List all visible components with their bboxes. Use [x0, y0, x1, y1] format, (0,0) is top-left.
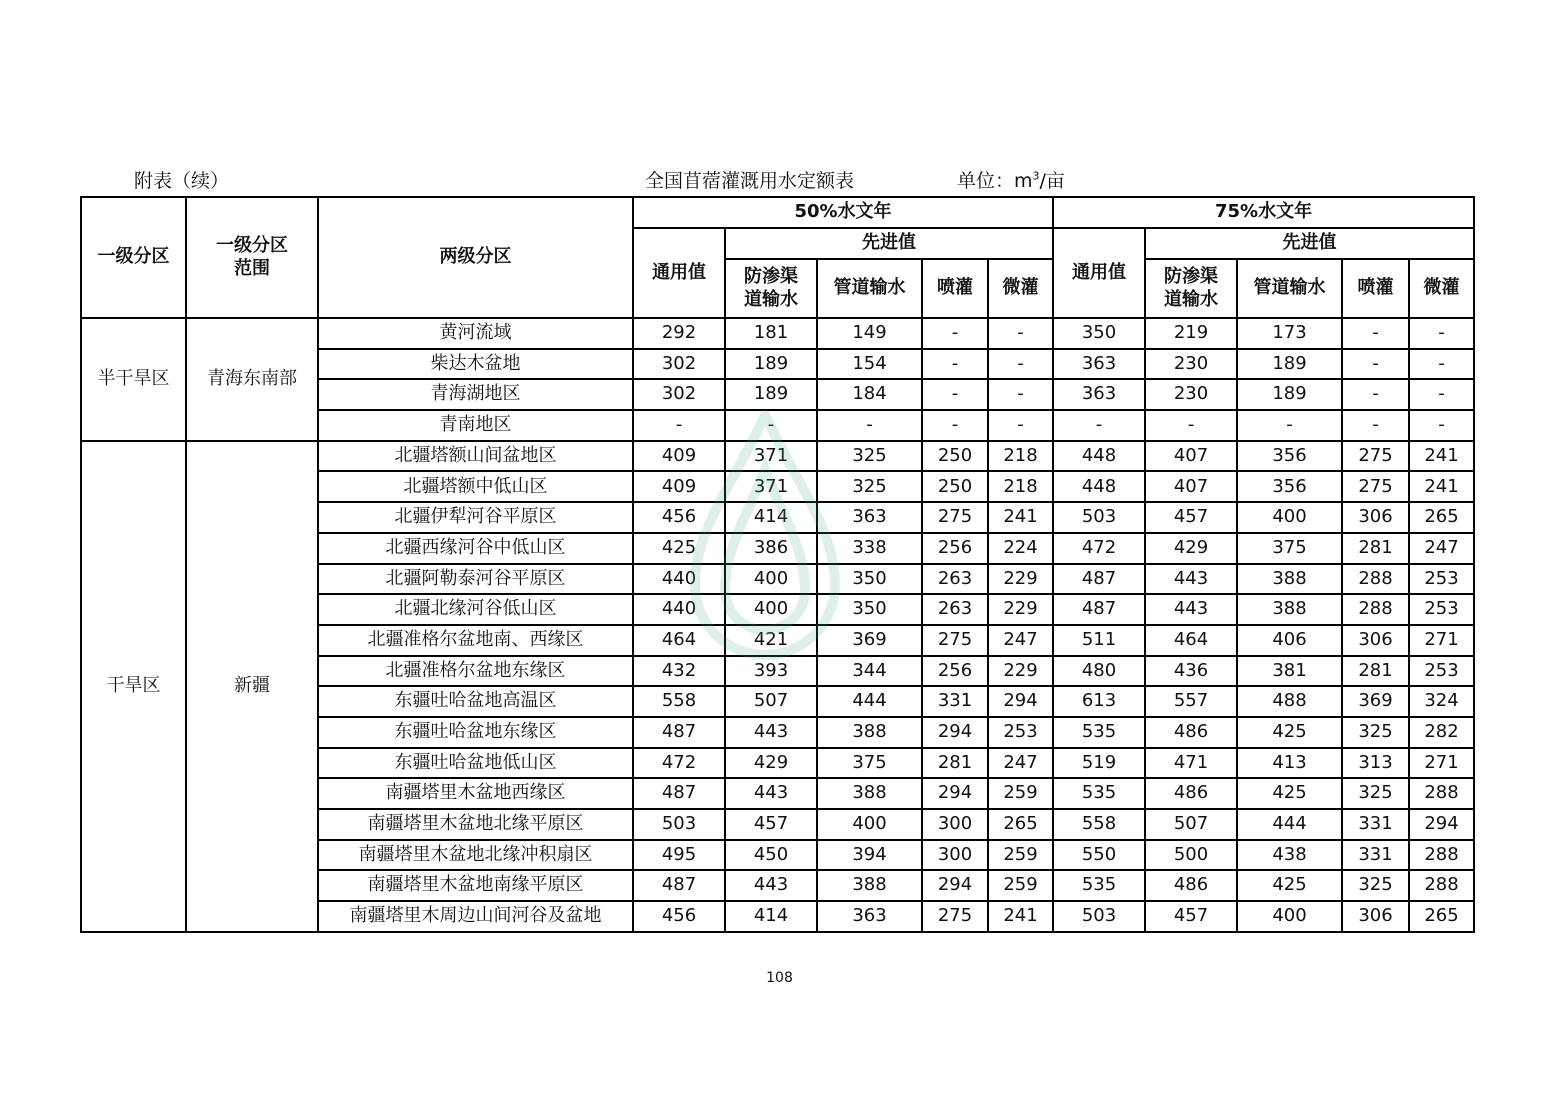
table-row	[81, 441, 1474, 472]
cell-value: 230	[1145, 379, 1237, 410]
table-body	[81, 318, 1474, 932]
cell-value: 440	[633, 594, 725, 625]
header-level2-zone: 两级分区	[318, 197, 633, 318]
cell-value: 256	[922, 656, 988, 687]
cell-value: 219	[1145, 318, 1237, 349]
cell-value: 444	[817, 686, 922, 717]
header-seepage-line1: 防渗渠	[744, 266, 798, 287]
cell-value: 218	[988, 471, 1053, 502]
cell-value: 294	[922, 870, 988, 901]
cell-value: 363	[1053, 379, 1145, 410]
cell-value: 388	[1237, 564, 1342, 595]
cell-value: 363	[817, 901, 922, 932]
cell-value: 456	[633, 502, 725, 533]
cell-value: 265	[1409, 502, 1474, 533]
cell-value: 271	[1409, 625, 1474, 656]
cell-value: 288	[1409, 840, 1474, 871]
cell-value: 535	[1053, 717, 1145, 748]
cell-value: 288	[1409, 778, 1474, 809]
cell-value: 294	[922, 778, 988, 809]
cell-value: 519	[1053, 748, 1145, 779]
cell-value: 375	[1237, 533, 1342, 564]
cell-value: 535	[1053, 778, 1145, 809]
cell-value: -	[1145, 410, 1237, 441]
cell-value: 189	[725, 379, 817, 410]
cell-value: 407	[1145, 441, 1237, 472]
cell-value: 173	[1237, 318, 1342, 349]
cell-value: 350	[817, 594, 922, 625]
cell-value: -	[1053, 410, 1145, 441]
cell-level2-zone: 北疆准格尔盆地东缘区	[318, 656, 633, 687]
cell-level1-zone: 干旱区	[81, 441, 186, 932]
cell-value: 495	[633, 840, 725, 871]
cell-value: 450	[725, 840, 817, 871]
header-year-75: 75%水文年	[1053, 197, 1474, 228]
cell-value: 503	[1053, 901, 1145, 932]
cell-value: 181	[725, 318, 817, 349]
cell-value: 275	[922, 625, 988, 656]
cell-value: 457	[725, 809, 817, 840]
cell-value: 259	[988, 778, 1053, 809]
cell-value: 393	[725, 656, 817, 687]
cell-value: 224	[988, 533, 1053, 564]
cell-value: 407	[1145, 471, 1237, 502]
cell-value: 325	[817, 441, 922, 472]
cell-value: 488	[1237, 686, 1342, 717]
cell-value: 394	[817, 840, 922, 871]
header-micro-50: 微灌	[988, 259, 1053, 318]
cell-level2-zone: 青海湖地区	[318, 379, 633, 410]
cell-value: 288	[1409, 870, 1474, 901]
cell-value: -	[633, 410, 725, 441]
cell-value: -	[1342, 410, 1409, 441]
cell-level2-zone: 柴达木盆地	[318, 349, 633, 380]
cell-value: 325	[1342, 778, 1409, 809]
cell-value: 487	[633, 717, 725, 748]
cell-value: 356	[1237, 441, 1342, 472]
cell-value: 288	[1342, 594, 1409, 625]
cell-level2-zone: 东疆吐哈盆地低山区	[318, 748, 633, 779]
cell-value: 281	[1342, 533, 1409, 564]
cell-value: 275	[922, 901, 988, 932]
cell-level2-zone: 北疆北缘河谷低山区	[318, 594, 633, 625]
cell-value: 557	[1145, 686, 1237, 717]
cell-level2-zone: 南疆塔里木盆地西缘区	[318, 778, 633, 809]
cell-value: 443	[725, 778, 817, 809]
cell-value: 250	[922, 441, 988, 472]
cell-value: 613	[1053, 686, 1145, 717]
cell-value: 558	[1053, 809, 1145, 840]
cell-value: 271	[1409, 748, 1474, 779]
cell-value: -	[1342, 379, 1409, 410]
cell-level2-zone: 东疆吐哈盆地东缘区	[318, 717, 633, 748]
cell-level1-range: 青海东南部	[186, 318, 318, 441]
cell-value: 400	[1237, 901, 1342, 932]
cell-value: 189	[1237, 379, 1342, 410]
cell-value: 471	[1145, 748, 1237, 779]
header-seepage-line2: 道输水	[1164, 288, 1219, 310]
cell-value: -	[1342, 349, 1409, 380]
cell-value: 263	[922, 564, 988, 595]
cell-value: 388	[817, 717, 922, 748]
cell-value: 247	[988, 748, 1053, 779]
table-row	[81, 318, 1474, 349]
cell-value: 443	[725, 717, 817, 748]
cell-value: 241	[1409, 471, 1474, 502]
cell-value: -	[922, 318, 988, 349]
cell-level2-zone: 北疆阿勒泰河谷平原区	[318, 564, 633, 595]
cell-value: 443	[1145, 594, 1237, 625]
cell-value: 443	[1145, 564, 1237, 595]
cell-value: 400	[725, 594, 817, 625]
header-pipe-50: 管道输水	[817, 259, 922, 318]
cell-value: 275	[922, 502, 988, 533]
cell-value: -	[1409, 410, 1474, 441]
cell-value: 500	[1145, 840, 1237, 871]
cell-value: 400	[725, 564, 817, 595]
cell-value: 371	[725, 441, 817, 472]
cell-value: 369	[1342, 686, 1409, 717]
cell-value: 253	[988, 717, 1053, 748]
cell-value: -	[988, 349, 1053, 380]
cell-value: 247	[1409, 533, 1474, 564]
cell-value: 443	[725, 870, 817, 901]
cell-level1-range: 新疆	[186, 441, 318, 932]
cell-value: 294	[988, 686, 1053, 717]
header-level1-zone: 一级分区	[81, 197, 186, 318]
header-advanced-75: 先进值	[1145, 228, 1474, 259]
cell-value: 256	[922, 533, 988, 564]
table-title: 全国苜蓿灌溉用水定额表	[645, 170, 855, 192]
cell-value: -	[725, 410, 817, 441]
cell-value: 338	[817, 533, 922, 564]
cell-value: 344	[817, 656, 922, 687]
header-pipe-75: 管道输水	[1237, 259, 1342, 318]
cell-value: 218	[988, 441, 1053, 472]
cell-value: 325	[817, 471, 922, 502]
cell-value: 363	[817, 502, 922, 533]
cell-value: 464	[1145, 625, 1237, 656]
cell-value: 487	[633, 778, 725, 809]
cell-value: 300	[922, 840, 988, 871]
cell-value: 414	[725, 901, 817, 932]
cell-value: 229	[988, 564, 1053, 595]
cell-level2-zone: 南疆塔里木盆地北缘平原区	[318, 809, 633, 840]
cell-value: 436	[1145, 656, 1237, 687]
cell-value: 444	[1237, 809, 1342, 840]
cell-value: 259	[988, 840, 1053, 871]
cell-value: 350	[817, 564, 922, 595]
cell-value: 259	[988, 870, 1053, 901]
cell-value: 507	[1145, 809, 1237, 840]
cell-level2-zone: 南疆塔里木盆地南缘平原区	[318, 870, 633, 901]
cell-value: 189	[1237, 349, 1342, 380]
header-general-50: 通用值	[633, 228, 725, 318]
cell-level2-zone: 北疆伊犁河谷平原区	[318, 502, 633, 533]
cell-value: -	[1237, 410, 1342, 441]
cell-value: -	[1409, 318, 1474, 349]
cell-value: 388	[1237, 594, 1342, 625]
unit-label	[957, 166, 1065, 193]
cell-value: 265	[1409, 901, 1474, 932]
cell-value: 184	[817, 379, 922, 410]
cell-value: -	[988, 410, 1053, 441]
cell-level2-zone: 北疆塔额山间盆地区	[318, 441, 633, 472]
unit-superscript: 3	[1032, 169, 1040, 183]
cell-value: 535	[1053, 870, 1145, 901]
header-seepage-line2: 道输水	[744, 288, 798, 310]
header-advanced-50: 先进值	[725, 228, 1053, 259]
cell-value: 425	[633, 533, 725, 564]
cell-value: 414	[725, 502, 817, 533]
cell-value: -	[988, 379, 1053, 410]
cell-value: 189	[725, 349, 817, 380]
cell-level1-zone: 半干旱区	[81, 318, 186, 441]
cell-value: 306	[1342, 901, 1409, 932]
cell-value: 250	[922, 471, 988, 502]
cell-value: 480	[1053, 656, 1145, 687]
cell-value: 302	[633, 349, 725, 380]
cell-value: 371	[725, 471, 817, 502]
cell-value: 388	[817, 778, 922, 809]
header-seepage-line1: 防渗渠	[1164, 266, 1219, 287]
cell-value: 241	[1409, 441, 1474, 472]
header-sprinkler-75: 喷灌	[1342, 259, 1409, 318]
cell-value: 487	[1053, 564, 1145, 595]
cell-value: 413	[1237, 748, 1342, 779]
cell-value: 294	[1409, 809, 1474, 840]
cell-value: 325	[1342, 717, 1409, 748]
cell-value: 388	[817, 870, 922, 901]
cell-value: 558	[633, 686, 725, 717]
cell-value: 409	[633, 471, 725, 502]
header-level1-range-line1: 一级分区	[216, 235, 288, 256]
cell-value: 253	[1409, 564, 1474, 595]
cell-level2-zone: 黄河流域	[318, 318, 633, 349]
header-level1-range	[186, 197, 318, 318]
cell-value: 294	[922, 717, 988, 748]
cell-value: 230	[1145, 349, 1237, 380]
header-seepage-50	[725, 259, 817, 318]
cell-value: 456	[633, 901, 725, 932]
cell-value: 503	[633, 809, 725, 840]
cell-value: 472	[1053, 533, 1145, 564]
cell-value: 306	[1342, 625, 1409, 656]
cell-value: 425	[1237, 870, 1342, 901]
cell-level2-zone: 北疆塔额中低山区	[318, 471, 633, 502]
cell-value: 325	[1342, 870, 1409, 901]
cell-value: 421	[725, 625, 817, 656]
cell-value: 448	[1053, 471, 1145, 502]
cell-value: 356	[1237, 471, 1342, 502]
cell-value: 487	[633, 870, 725, 901]
cell-value: 425	[1237, 717, 1342, 748]
cell-level2-zone: 南疆塔里木盆地北缘冲积扇区	[318, 840, 633, 871]
table-caption-left: 附表（续）	[134, 170, 230, 192]
cell-value: 247	[988, 625, 1053, 656]
cell-value: 486	[1145, 717, 1237, 748]
cell-value: 229	[988, 656, 1053, 687]
cell-value: -	[922, 379, 988, 410]
cell-level2-zone: 北疆准格尔盆地南、西缘区	[318, 625, 633, 656]
cell-value: 429	[725, 748, 817, 779]
header-sprinkler-50: 喷灌	[922, 259, 988, 318]
cell-value: -	[1342, 318, 1409, 349]
cell-value: -	[988, 318, 1053, 349]
cell-value: 275	[1342, 441, 1409, 472]
cell-value: 253	[1409, 656, 1474, 687]
cell-value: 440	[633, 564, 725, 595]
cell-value: 306	[1342, 502, 1409, 533]
cell-value: -	[1409, 379, 1474, 410]
cell-value: 331	[1342, 809, 1409, 840]
cell-value: 381	[1237, 656, 1342, 687]
cell-value: 265	[988, 809, 1053, 840]
cell-level2-zone: 青南地区	[318, 410, 633, 441]
cell-value: -	[922, 410, 988, 441]
cell-value: 324	[1409, 686, 1474, 717]
cell-value: 300	[922, 809, 988, 840]
cell-value: 288	[1342, 564, 1409, 595]
cell-value: 464	[633, 625, 725, 656]
cell-value: 282	[1409, 717, 1474, 748]
cell-value: -	[1409, 349, 1474, 380]
cell-value: 241	[988, 901, 1053, 932]
cell-value: 487	[1053, 594, 1145, 625]
cell-value: 425	[1237, 778, 1342, 809]
cell-value: 472	[633, 748, 725, 779]
cell-value: 409	[633, 441, 725, 472]
cell-value: 400	[1237, 502, 1342, 533]
cell-value: 400	[817, 809, 922, 840]
cell-value: 302	[633, 379, 725, 410]
cell-value: 281	[922, 748, 988, 779]
cell-level2-zone: 北疆西缘河谷中低山区	[318, 533, 633, 564]
header-seepage-75	[1145, 259, 1237, 318]
header-level1-range-line2: 范围	[234, 257, 270, 279]
cell-value: 149	[817, 318, 922, 349]
cell-value: 292	[633, 318, 725, 349]
cell-value: 406	[1237, 625, 1342, 656]
cell-value: 375	[817, 748, 922, 779]
unit-suffix: /亩	[1039, 170, 1065, 192]
header-year-50: 50%水文年	[633, 197, 1053, 228]
cell-value: 486	[1145, 778, 1237, 809]
cell-value: 369	[817, 625, 922, 656]
cell-value: 281	[1342, 656, 1409, 687]
water-quota-table	[80, 196, 1475, 933]
cell-value: 511	[1053, 625, 1145, 656]
cell-value: 263	[922, 594, 988, 625]
cell-value: 253	[1409, 594, 1474, 625]
cell-value: 331	[1342, 840, 1409, 871]
cell-value: 313	[1342, 748, 1409, 779]
cell-value: 438	[1237, 840, 1342, 871]
cell-value: -	[922, 349, 988, 380]
cell-value: -	[817, 410, 922, 441]
page-number: 108	[766, 970, 793, 986]
header-micro-75: 微灌	[1409, 259, 1474, 318]
cell-value: 229	[988, 594, 1053, 625]
cell-value: 154	[817, 349, 922, 380]
cell-level2-zone: 东疆吐哈盆地高温区	[318, 686, 633, 717]
cell-value: 429	[1145, 533, 1237, 564]
cell-value: 275	[1342, 471, 1409, 502]
header-general-75: 通用值	[1053, 228, 1145, 318]
cell-value: 507	[725, 686, 817, 717]
cell-value: 486	[1145, 870, 1237, 901]
cell-value: 241	[988, 502, 1053, 533]
cell-value: 331	[922, 686, 988, 717]
cell-value: 457	[1145, 502, 1237, 533]
cell-value: 550	[1053, 840, 1145, 871]
cell-value: 448	[1053, 441, 1145, 472]
cell-value: 432	[633, 656, 725, 687]
cell-level2-zone: 南疆塔里木周边山间河谷及盆地	[318, 901, 633, 932]
cell-value: 386	[725, 533, 817, 564]
cell-value: 363	[1053, 349, 1145, 380]
unit-prefix: 单位：m	[957, 170, 1033, 192]
cell-value: 350	[1053, 318, 1145, 349]
cell-value: 457	[1145, 901, 1237, 932]
cell-value: 503	[1053, 502, 1145, 533]
